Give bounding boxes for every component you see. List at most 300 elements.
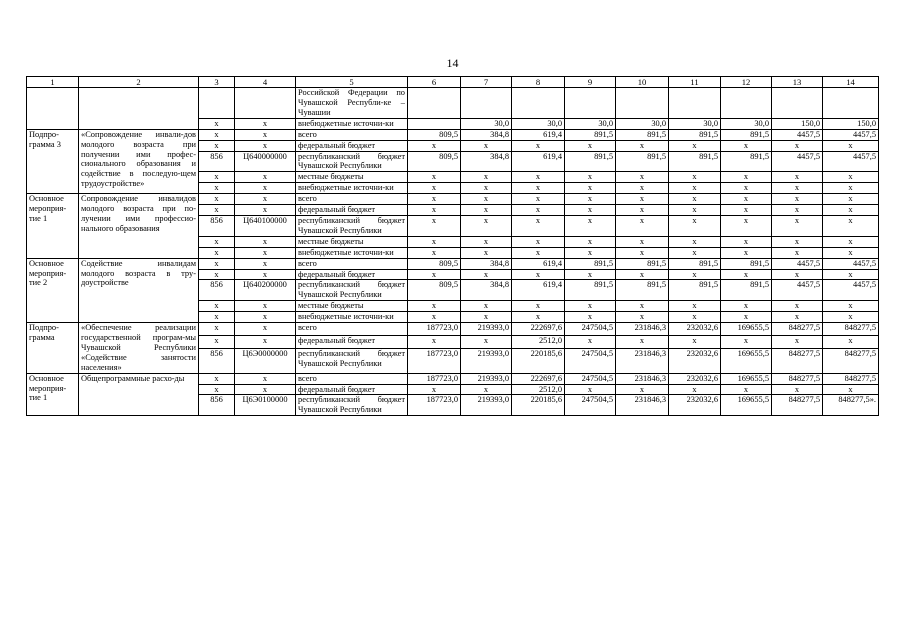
grbs-code-cell: x [199,118,235,129]
grbs-code-cell: x [199,236,235,247]
grbs-code-cell: 856 [199,348,235,373]
value-cell: 891,5 [669,129,721,140]
value-cell: x [823,312,879,323]
value-cell: x [772,194,823,205]
value-cell: x [823,172,879,183]
value-cell: 848277,5 [823,373,879,384]
value-cell: 2512,0 [512,384,565,395]
value-cell: x [721,301,772,312]
value-cell: x [565,194,616,205]
funding-source-cell: местные бюджеты [296,301,408,312]
value-cell: 220185,6 [512,348,565,373]
budget-code-cell: x [235,236,296,247]
value-cell: 809,5 [408,151,461,172]
carry-over-blank-cell [27,88,79,130]
value-cell: 384,8 [461,280,512,301]
value-cell: 219393,0 [461,373,512,384]
value-cell: x [565,183,616,194]
empty-cell [408,88,461,119]
value-cell: x [408,247,461,258]
budget-code-cell: Ц640100000 [235,216,296,237]
header-cell: 9 [565,77,616,88]
value-cell: 809,5 [408,258,461,269]
budget-code-cell: Ц640000000 [235,151,296,172]
value-cell: x [772,269,823,280]
value-cell: x [669,140,721,151]
value-cell: 891,5 [721,129,772,140]
value-cell: 619,4 [512,258,565,269]
header-cell: 1 [27,77,79,88]
value-cell: x [772,172,823,183]
budget-table [26,76,879,416]
budget-code-cell: x [235,140,296,151]
funding-source-cell: федеральный бюджет [296,205,408,216]
budget-code-cell: x [235,384,296,395]
value-cell: x [408,312,461,323]
value-cell: 30,0 [721,118,772,129]
empty-cell [235,88,296,119]
value-cell: 150,0 [772,118,823,129]
value-cell: x [669,236,721,247]
value-cell: 891,5 [565,280,616,301]
value-cell: x [616,312,669,323]
program-title-cell: Сопровождение инвалидов молодого возраста при по-лучении ими профессио-нального образования [79,194,199,258]
program-title-cell: Содействие инвалидам молодого возраста в тру-доустройстве [79,258,199,322]
value-cell: 891,5 [616,258,669,269]
value-cell: 891,5 [669,258,721,269]
value-cell: x [565,312,616,323]
value-cell: x [772,205,823,216]
funding-source-cell: всего [296,373,408,384]
empty-cell [823,88,879,119]
value-cell: x [772,312,823,323]
value-cell: x [616,205,669,216]
funding-source-cell: республиканский бюджет Чувашской Республики [296,280,408,301]
value-cell: 4457,5 [772,280,823,301]
value-cell: x [565,236,616,247]
value-cell: x [565,216,616,237]
empty-cell [461,88,512,119]
value-cell: 30,0 [565,118,616,129]
value-cell: x [565,205,616,216]
value-cell: x [772,301,823,312]
value-cell: x [772,140,823,151]
value-cell: x [616,247,669,258]
funding-source-cell: всего [296,258,408,269]
value-cell: x [461,336,512,349]
value-cell: x [461,183,512,194]
value-cell: x [461,140,512,151]
budget-code-cell: x [235,194,296,205]
funding-source-cell: всего [296,129,408,140]
funding-source-cell: внебюджетные источни-ки [296,247,408,258]
value-cell: x [721,247,772,258]
funding-source-cell: федеральный бюджет [296,384,408,395]
value-cell: 222697,6 [512,373,565,384]
value-cell: x [772,336,823,349]
value-cell: x [461,384,512,395]
value-cell: x [565,384,616,395]
value-cell: x [669,172,721,183]
header-cell: 4 [235,77,296,88]
value-cell: 891,5 [565,129,616,140]
program-title-cell: «Сопровождение инвали-дов молодого возраста при получении ими профес-сионального образования и содействие в последую-щем трудоустройстве» [79,129,199,193]
value-cell: x [721,172,772,183]
value-cell: x [408,183,461,194]
budget-code-cell: x [235,373,296,384]
grbs-code-cell: 856 [199,151,235,172]
budget-code-cell: x [235,205,296,216]
value-cell: 891,5 [669,151,721,172]
grbs-code-cell: x [199,323,235,336]
value-cell: x [823,140,879,151]
value-cell: 169655,5 [721,348,772,373]
funding-source-cell: республиканский бюджет Чувашской Республики [296,348,408,373]
value-cell: 220185,6 [512,395,565,416]
value-cell: x [669,216,721,237]
value-cell: x [512,140,565,151]
value-cell: x [721,336,772,349]
value-cell: 384,8 [461,151,512,172]
table-row [27,258,879,269]
header-cell: 6 [408,77,461,88]
funding-source-cell: республиканский бюджет Чувашской Республики [296,395,408,416]
value-cell: x [565,301,616,312]
value-cell: 222697,6 [512,323,565,336]
value-cell: x [512,183,565,194]
value-cell: 809,5 [408,280,461,301]
carry-over-row [27,88,879,119]
funding-source-cell: внебюджетные источни-ки [296,312,408,323]
header-cell: 13 [772,77,823,88]
funding-source-cell: федеральный бюджет [296,336,408,349]
grbs-code-cell: x [199,172,235,183]
program-title-cell: «Обеспечение реализации государственной програм-мы Чувашской Республики «Содействие занятости населения» [79,323,199,374]
value-cell: x [721,194,772,205]
table-row [27,373,879,384]
empty-cell [772,88,823,119]
status-cell: Подпро-грамма 3 [27,129,79,193]
value-cell: x [565,140,616,151]
grbs-code-cell: x [199,373,235,384]
value-cell: 4457,5 [772,129,823,140]
value-cell: 30,0 [616,118,669,129]
value-cell: x [772,216,823,237]
value-cell: 619,4 [512,280,565,301]
budget-code-cell: x [235,269,296,280]
value-cell: 169655,5 [721,323,772,336]
value-cell: x [512,205,565,216]
table-body [27,77,879,416]
budget-code-cell: x [235,247,296,258]
grbs-code-cell: x [199,194,235,205]
grbs-code-cell: x [199,129,235,140]
value-cell: 848277,5 [772,373,823,384]
value-cell: x [512,236,565,247]
value-cell: x [772,247,823,258]
value-cell: x [408,236,461,247]
value-cell: 232032,6 [669,323,721,336]
grbs-code-cell: x [199,140,235,151]
value-cell: x [772,236,823,247]
value-cell: x [512,269,565,280]
value-cell: 891,5 [616,129,669,140]
value-cell: x [669,384,721,395]
grbs-code-cell: x [199,301,235,312]
status-cell: Основное мероприя-тие 2 [27,258,79,322]
value-cell: x [408,336,461,349]
value-cell: x [565,172,616,183]
value-cell: x [772,384,823,395]
value-cell: 891,5 [565,151,616,172]
budget-code-cell: x [235,258,296,269]
budget-code-cell: Ц6Э0100000 [235,395,296,416]
value-cell: x [823,301,879,312]
grbs-code-cell: x [199,312,235,323]
table-row [27,129,879,140]
value-cell: 619,4 [512,129,565,140]
grbs-code-cell: x [199,269,235,280]
value-cell: x [823,336,879,349]
funding-source-cell: местные бюджеты [296,236,408,247]
value-cell: 247504,5 [565,395,616,416]
value-cell: x [823,247,879,258]
value-cell: 4457,5 [772,151,823,172]
value-cell: 247504,5 [565,373,616,384]
empty-cell [669,88,721,119]
value-cell: x [616,194,669,205]
value-cell: 4457,5 [823,280,879,301]
value-cell: x [461,216,512,237]
value-cell: 30,0 [669,118,721,129]
header-cell: 3 [199,77,235,88]
value-cell: 848277,5 [823,348,879,373]
value-cell: 848277,5 [772,323,823,336]
value-cell: 891,5 [721,280,772,301]
header-cell: 11 [669,77,721,88]
value-cell: x [669,205,721,216]
value-cell: x [721,205,772,216]
value-cell: 4457,5 [823,151,879,172]
value-cell: 232032,6 [669,395,721,416]
funding-source-cell: Российской Федерации по Чувашской Республи-ке – Чувашии [296,88,408,119]
budget-code-cell: x [235,129,296,140]
value-cell: x [823,183,879,194]
budget-code-cell: x [235,183,296,194]
value-cell: x [669,312,721,323]
value-cell: 232032,6 [669,373,721,384]
value-cell: 619,4 [512,151,565,172]
value-cell: x [616,269,669,280]
value-cell: x [616,336,669,349]
value-cell: x [721,312,772,323]
header-cell: 7 [461,77,512,88]
value-cell: 169655,5 [721,373,772,384]
value-cell: 891,5 [565,258,616,269]
value-cell: 891,5 [616,280,669,301]
value-cell: x [823,205,879,216]
value-cell: 187723,0 [408,348,461,373]
value-cell: 891,5 [616,151,669,172]
value-cell: 231846,3 [616,348,669,373]
value-cell: 247504,5 [565,348,616,373]
value-cell: x [669,269,721,280]
value-cell: 30,0 [461,118,512,129]
value-cell: x [461,247,512,258]
value-cell: 219393,0 [461,395,512,416]
value-cell: x [512,301,565,312]
header-cell: 8 [512,77,565,88]
value-cell: 219393,0 [461,323,512,336]
budget-code-cell: x [235,323,296,336]
value-cell: x [616,216,669,237]
value-cell: x [721,183,772,194]
budget-code-cell: Ц6Э0000000 [235,348,296,373]
value-cell: x [669,194,721,205]
value-cell: x [669,247,721,258]
value-cell: 809,5 [408,129,461,140]
value-cell: x [408,194,461,205]
funding-source-cell: федеральный бюджет [296,140,408,151]
value-cell: 231846,3 [616,373,669,384]
value-cell: x [669,301,721,312]
value-cell: x [565,336,616,349]
value-cell: 891,5 [721,258,772,269]
value-cell: x [721,216,772,237]
value-cell: x [512,247,565,258]
status-cell: Основное мероприя-тие 1 [27,194,79,258]
value-cell: x [616,301,669,312]
empty-cell [199,88,235,119]
value-cell: x [565,247,616,258]
funding-source-cell: всего [296,323,408,336]
budget-code-cell: Ц640200000 [235,280,296,301]
value-cell: 848277,5». [823,395,879,416]
grbs-code-cell: 856 [199,280,235,301]
value-cell: x [616,140,669,151]
value-cell: x [823,269,879,280]
program-title-cell: Общепрограммные расхо-ды [79,373,199,416]
value-cell: 231846,3 [616,395,669,416]
value-cell: 384,8 [461,258,512,269]
funding-source-cell: всего [296,194,408,205]
value-cell: 247504,5 [565,323,616,336]
value-cell: 4457,5 [772,258,823,269]
status-cell: Подпро-грамма [27,323,79,374]
value-cell: x [512,312,565,323]
header-cell: 5 [296,77,408,88]
value-cell: x [616,183,669,194]
value-cell: x [408,301,461,312]
value-cell: x [512,216,565,237]
value-cell: 891,5 [669,280,721,301]
funding-source-cell: республиканский бюджет Чувашской Республики [296,216,408,237]
funding-source-cell: федеральный бюджет [296,269,408,280]
funding-source-cell: республиканский бюджет Чувашской Республики [296,151,408,172]
value-cell: x [721,269,772,280]
value-cell: 30,0 [512,118,565,129]
value-cell: 169655,5 [721,395,772,416]
value-cell: x [461,172,512,183]
funding-source-cell: внебюджетные источни-ки [296,118,408,129]
table-row [27,323,879,336]
value-cell: 231846,3 [616,323,669,336]
value-cell: 219393,0 [461,348,512,373]
value-cell: x [616,172,669,183]
empty-cell [512,88,565,119]
header-cell: 2 [79,77,199,88]
grbs-code-cell: x [199,336,235,349]
value-cell: x [408,269,461,280]
value-cell: x [823,236,879,247]
value-cell: 232032,6 [669,348,721,373]
grbs-code-cell: x [199,205,235,216]
funding-source-cell: внебюджетные источни-ки [296,183,408,194]
carry-over-blank-cell [79,88,199,130]
value-cell: 891,5 [721,151,772,172]
grbs-code-cell: x [199,183,235,194]
value-cell: x [823,194,879,205]
grbs-code-cell: x [199,258,235,269]
value-cell: x [721,140,772,151]
value-cell: x [616,384,669,395]
status-cell: Основное мероприя-тие 1 [27,373,79,416]
value-cell: x [823,216,879,237]
value-cell: x [408,140,461,151]
value-cell: x [408,216,461,237]
header-cell: 12 [721,77,772,88]
value-cell: 187723,0 [408,395,461,416]
value-cell: x [461,236,512,247]
value-cell: x [408,205,461,216]
value-cell: 4457,5 [823,258,879,269]
value-cell: x [721,236,772,247]
grbs-code-cell: 856 [199,216,235,237]
value-cell: x [461,301,512,312]
value-cell: x [512,172,565,183]
value-cell: x [669,183,721,194]
value-cell: x [772,183,823,194]
value-cell: x [408,172,461,183]
value-cell: x [823,384,879,395]
value-cell: x [461,312,512,323]
value-cell: x [512,194,565,205]
budget-code-cell: x [235,336,296,349]
value-cell: 384,8 [461,129,512,140]
value-cell: x [721,384,772,395]
value-cell: 848277,5 [823,323,879,336]
page-number: 14 [446,56,459,70]
value-cell: x [408,384,461,395]
value-cell: 187723,0 [408,323,461,336]
value-cell: 187723,0 [408,373,461,384]
value-cell: x [461,269,512,280]
funding-source-cell: местные бюджеты [296,172,408,183]
empty-cell [616,88,669,119]
value-cell: 2512,0 [512,336,565,349]
value-cell: x [565,269,616,280]
budget-code-cell: x [235,312,296,323]
grbs-code-cell: x [199,247,235,258]
table-row [27,194,879,205]
budget-code-cell: x [235,301,296,312]
value-cell: x [669,336,721,349]
value-cell: x [461,194,512,205]
empty-cell [721,88,772,119]
header-cell: 10 [616,77,669,88]
budget-code-cell: x [235,172,296,183]
header-row [27,77,879,88]
